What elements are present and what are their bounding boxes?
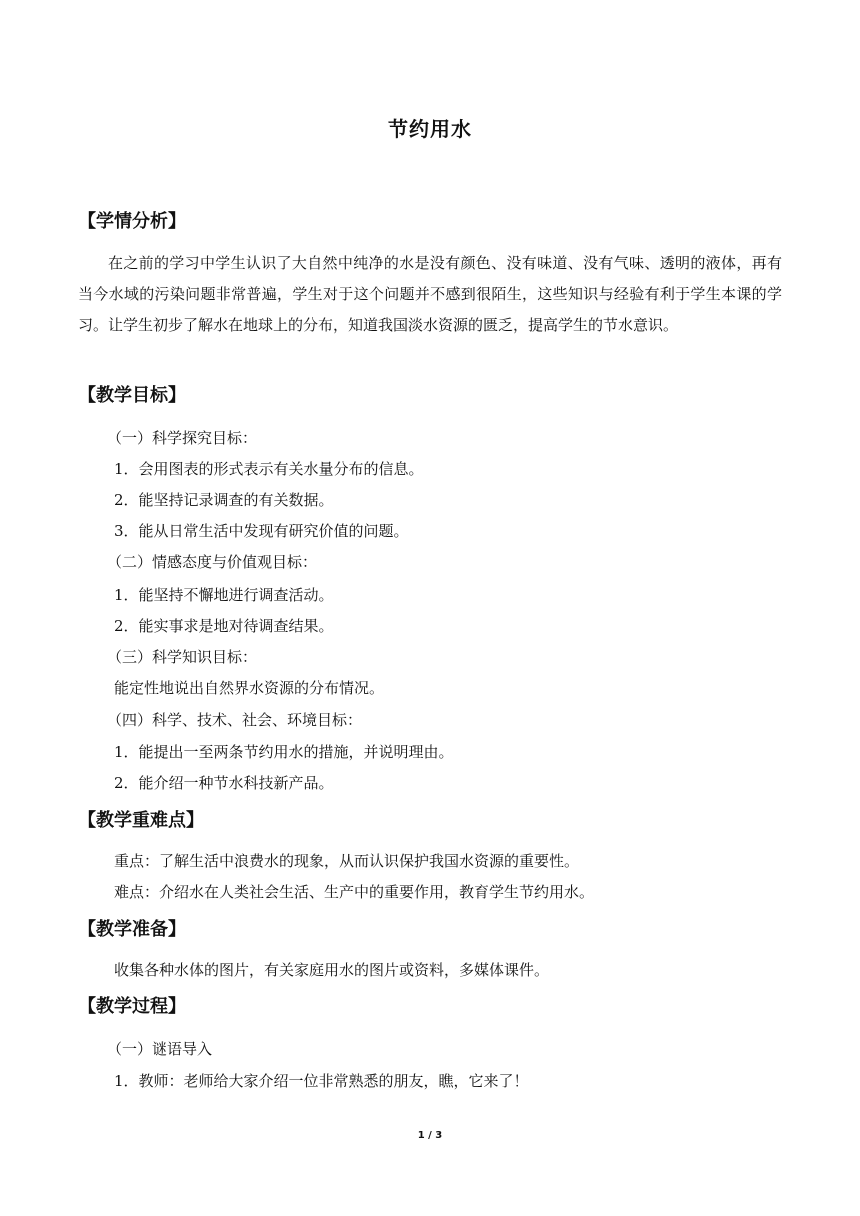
goals-line: 2．能坚持记录调查的有关数据。 [114, 491, 334, 509]
heading-key-points: 【教学重难点】 [78, 810, 204, 831]
goals-line: 能定性地说出自然界水资源的分布情况。 [114, 679, 385, 697]
goals-line: （三）科学知识目标： [107, 648, 258, 666]
goals-line: 2．能介绍一种节水科技新产品。 [114, 774, 334, 792]
page-number: 1 / 3 [417, 1130, 443, 1141]
document-title: 节约用水 [388, 117, 472, 141]
heading-goals: 【教学目标】 [78, 385, 186, 406]
heading-analysis: 【学情分析】 [78, 211, 186, 232]
preparation-line: 收集各种水体的图片，有关家庭用水的图片或资料，多媒体课件。 [114, 961, 550, 979]
process-line: 1．教师：老师给大家介绍一位非常熟悉的朋友，瞧，它来了！ [114, 1072, 529, 1090]
process-line: （一）谜语导入 [107, 1040, 213, 1058]
heading-process: 【教学过程】 [78, 996, 186, 1017]
goals-line: （四）科学、技术、社会、环境目标： [107, 711, 363, 729]
goals-line: 2．能实事求是地对待调查结果。 [114, 617, 334, 635]
goals-line: 1．能提出一至两条节约用水的措施，并说明理由。 [114, 743, 454, 761]
key-point-line: 难点：介绍水在人类社会生活、生产中的重要作用，教育学生节约用水。 [114, 883, 595, 901]
goals-line: （二）情感态度与价值观目标： [107, 553, 318, 571]
goals-line: 1．会用图表的形式表示有关水量分布的信息。 [114, 460, 424, 478]
goals-line: 1．能坚持不懈地进行调查活动。 [114, 586, 334, 604]
heading-preparation: 【教学准备】 [78, 919, 186, 940]
analysis-paragraph: 在之前的学习中学生认识了大自然中纯净的水是没有颜色、没有味道、没有气味、透明的液体，再有当今水域的污染问题非常普遍，学生对于这个问题并不感到很陌生，这些知识与经验有利于学生本课的学习。让学生初步了解水在地球上的分布，知道我国淡水资源的匮乏，提高学生的节水意识。 [78, 254, 782, 334]
goals-line: 3．能从日常生活中发现有研究价值的问题。 [114, 522, 409, 540]
key-point-line: 重点：了解生活中浪费水的现象，从而认识保护我国水资源的重要性。 [114, 852, 580, 870]
goals-line: （一）科学探究目标： [107, 429, 258, 447]
